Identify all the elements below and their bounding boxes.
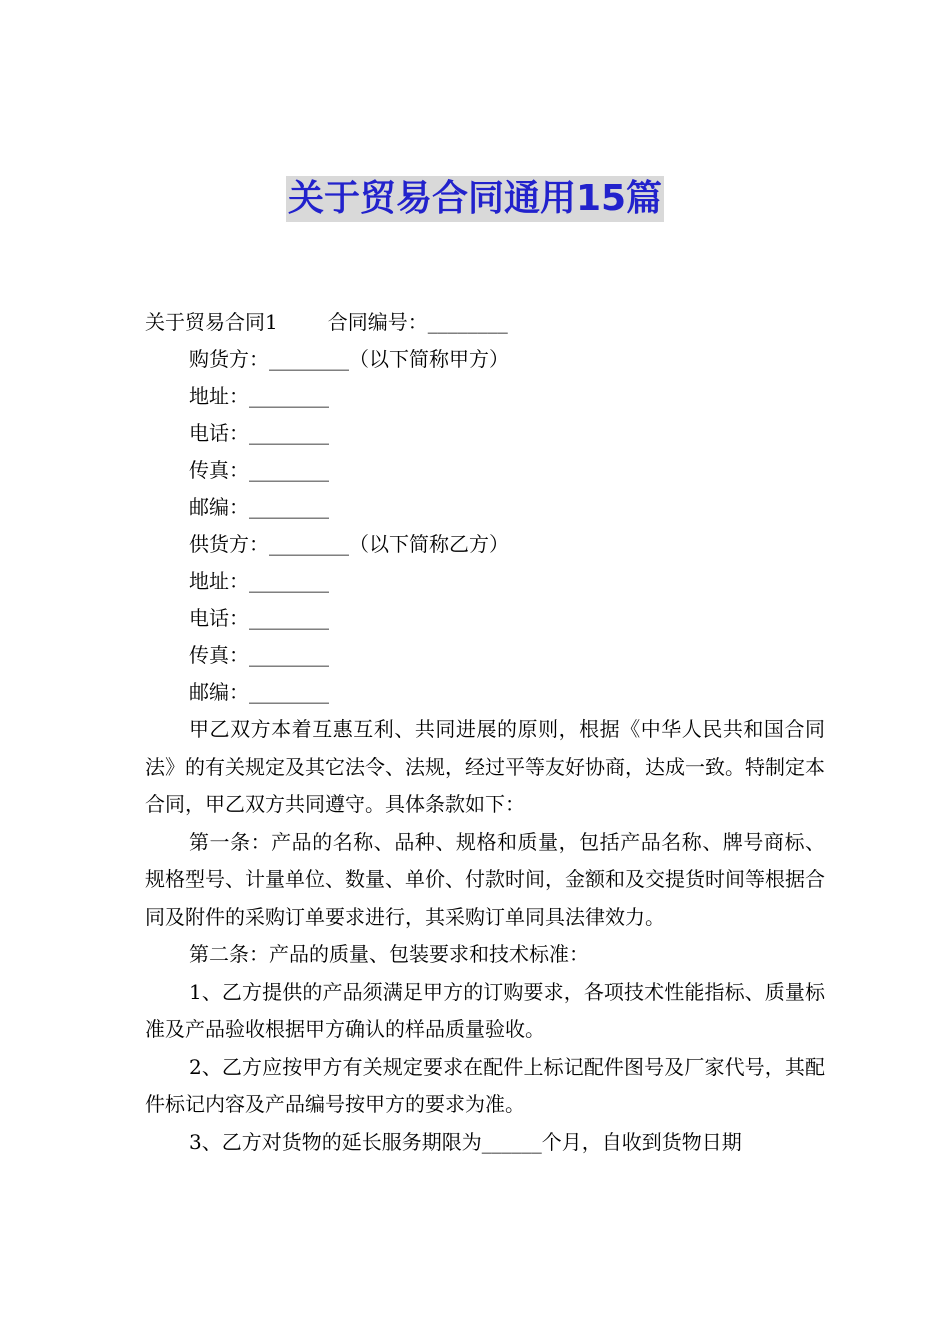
title-block <box>0 176 950 222</box>
paragraph-item-3: 3、乙方对货物的延长服务期限为______个月，自收到货物日期 <box>189 1129 742 1154</box>
paragraph-item-2: 2、乙方应按甲方有关规定要求在配件上标记配件图号及厂家代号，其配件标记内容及产品编号按甲方的要求为准。 <box>145 1054 825 1116</box>
buyer-address: 地址：________ <box>189 384 329 408</box>
buyer-fax: 传真：________ <box>189 458 329 482</box>
supplier-name: 供货方：________（以下简称乙方） <box>189 532 509 556</box>
contract-number-field: 合同编号：________ <box>327 310 508 334</box>
supplier-postcode: 邮编：________ <box>189 680 329 704</box>
supplier-address: 地址：________ <box>189 569 329 593</box>
paragraph-item-1: 1、乙方提供的产品须满足甲方的订购要求，各项技术性能指标、质量标准及产品验收根据甲方确认的样品质量验收。 <box>145 979 825 1041</box>
supplier-fax: 传真：________ <box>189 643 329 667</box>
document-body <box>145 304 825 1161</box>
paragraph-article-2: 第二条：产品的质量、包装要求和技术标准： <box>189 942 589 966</box>
paragraph-article-1: 第一条：产品的名称、品种、规格和质量，包括产品名称、牌号商标、规格型号、计量单位、数量、单价、付款时间，金额和及交提货时间等根据合同及附件的采购订单要求进行，其采购订单同具法律效力。 <box>145 829 825 929</box>
buyer-phone: 电话：________ <box>189 421 329 445</box>
contract-header-line <box>145 304 825 341</box>
contract-heading: 关于贸易合同1 <box>145 310 278 334</box>
buyer-postcode: 邮编：________ <box>189 495 329 519</box>
document-title: 关于贸易合同通用15篇 <box>286 176 664 222</box>
supplier-phone: 电话：________ <box>189 606 329 630</box>
paragraph-preamble: 甲乙双方本着互惠互利、共同进展的原则，根据《中华人民共和国合同法》的有关规定及其它法令、法规，经过平等友好协商，达成一致。特制定本合同，甲乙双方共同遵守。具体条款如下： <box>145 717 825 816</box>
buyer-name: 购货方：________（以下简称甲方） <box>189 347 509 371</box>
